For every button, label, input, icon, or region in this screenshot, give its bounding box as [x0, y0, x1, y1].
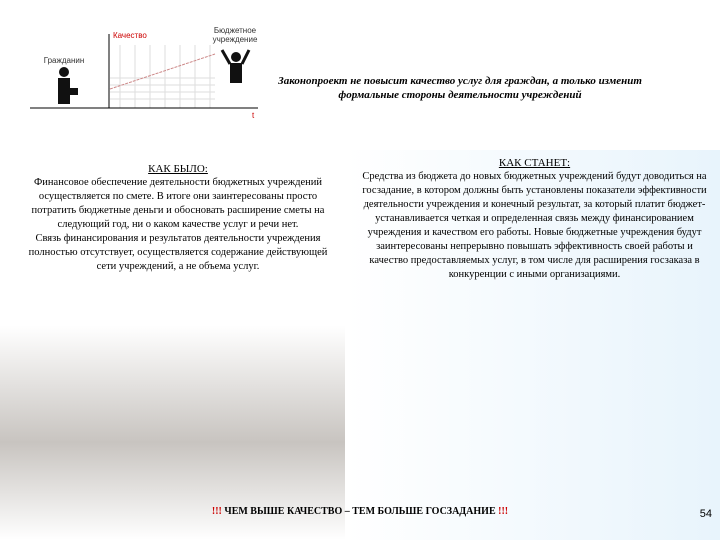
right-person-label: Бюджетное учреждение — [212, 26, 258, 44]
slide-subtitle: Законопроект не повысит качество услуг для граждан, а только изменит формальные стороны деятельности учреждений — [278, 75, 642, 101]
page-number: 54 — [699, 508, 712, 520]
before-text: Финансовое обеспечение деятельности бюджетных учреждений осуществляется по смете. В итоге они заинтересованы просто потратить бюджетные деньги и обосновать расширение сметы на следующий год, ни о каком качестве услуг и речи нет. — [31, 177, 325, 230]
x-axis-label: t — [252, 111, 255, 120]
footer-slogan — [150, 506, 570, 517]
exclamation-prefix: !!! — [211, 506, 222, 517]
person-left-icon — [58, 67, 78, 104]
before-block — [28, 162, 328, 274]
before-text-2: Связь финансирования и результатов деятельности учреждения полностью отсутствует, осуществляется содержание действующей сети учреждений, а не объема услуг. — [28, 233, 328, 272]
after-heading: КАК СТАНЕТ: — [498, 157, 571, 169]
after-text: Средства из бюджета до новых бюджетных учреждений будут доводиться на госзадание, в котором должны быть установлены показатели эффективности деятельности учреждения и конечный результат, за который платит бюджет- устанавливается четкая и определенная связь между финансированием учреждения и качеством его работы. Новые бюджетные учреждения будут заинтересованы непрерывно повышать эффективность своей работы и качество предоставляемых услуг, в том числе для расширения госзаказа в конкуренции с иными организациями. — [362, 171, 707, 280]
trend-line — [110, 54, 215, 89]
y-axis-label: Качество — [113, 31, 147, 40]
after-block — [362, 156, 707, 282]
quality-diagram — [0, 0, 270, 130]
before-heading: КАК БЫЛО: — [148, 163, 208, 175]
left-person-label: Гражданин — [43, 56, 85, 65]
person-right-icon — [222, 50, 249, 83]
footer-text: ЧЕМ ВЫШЕ КАЧЕСТВО – ТЕМ БОЛЬШЕ ГОСЗАДАНИЕ — [224, 506, 496, 517]
exclamation-suffix: !!! — [498, 506, 509, 517]
